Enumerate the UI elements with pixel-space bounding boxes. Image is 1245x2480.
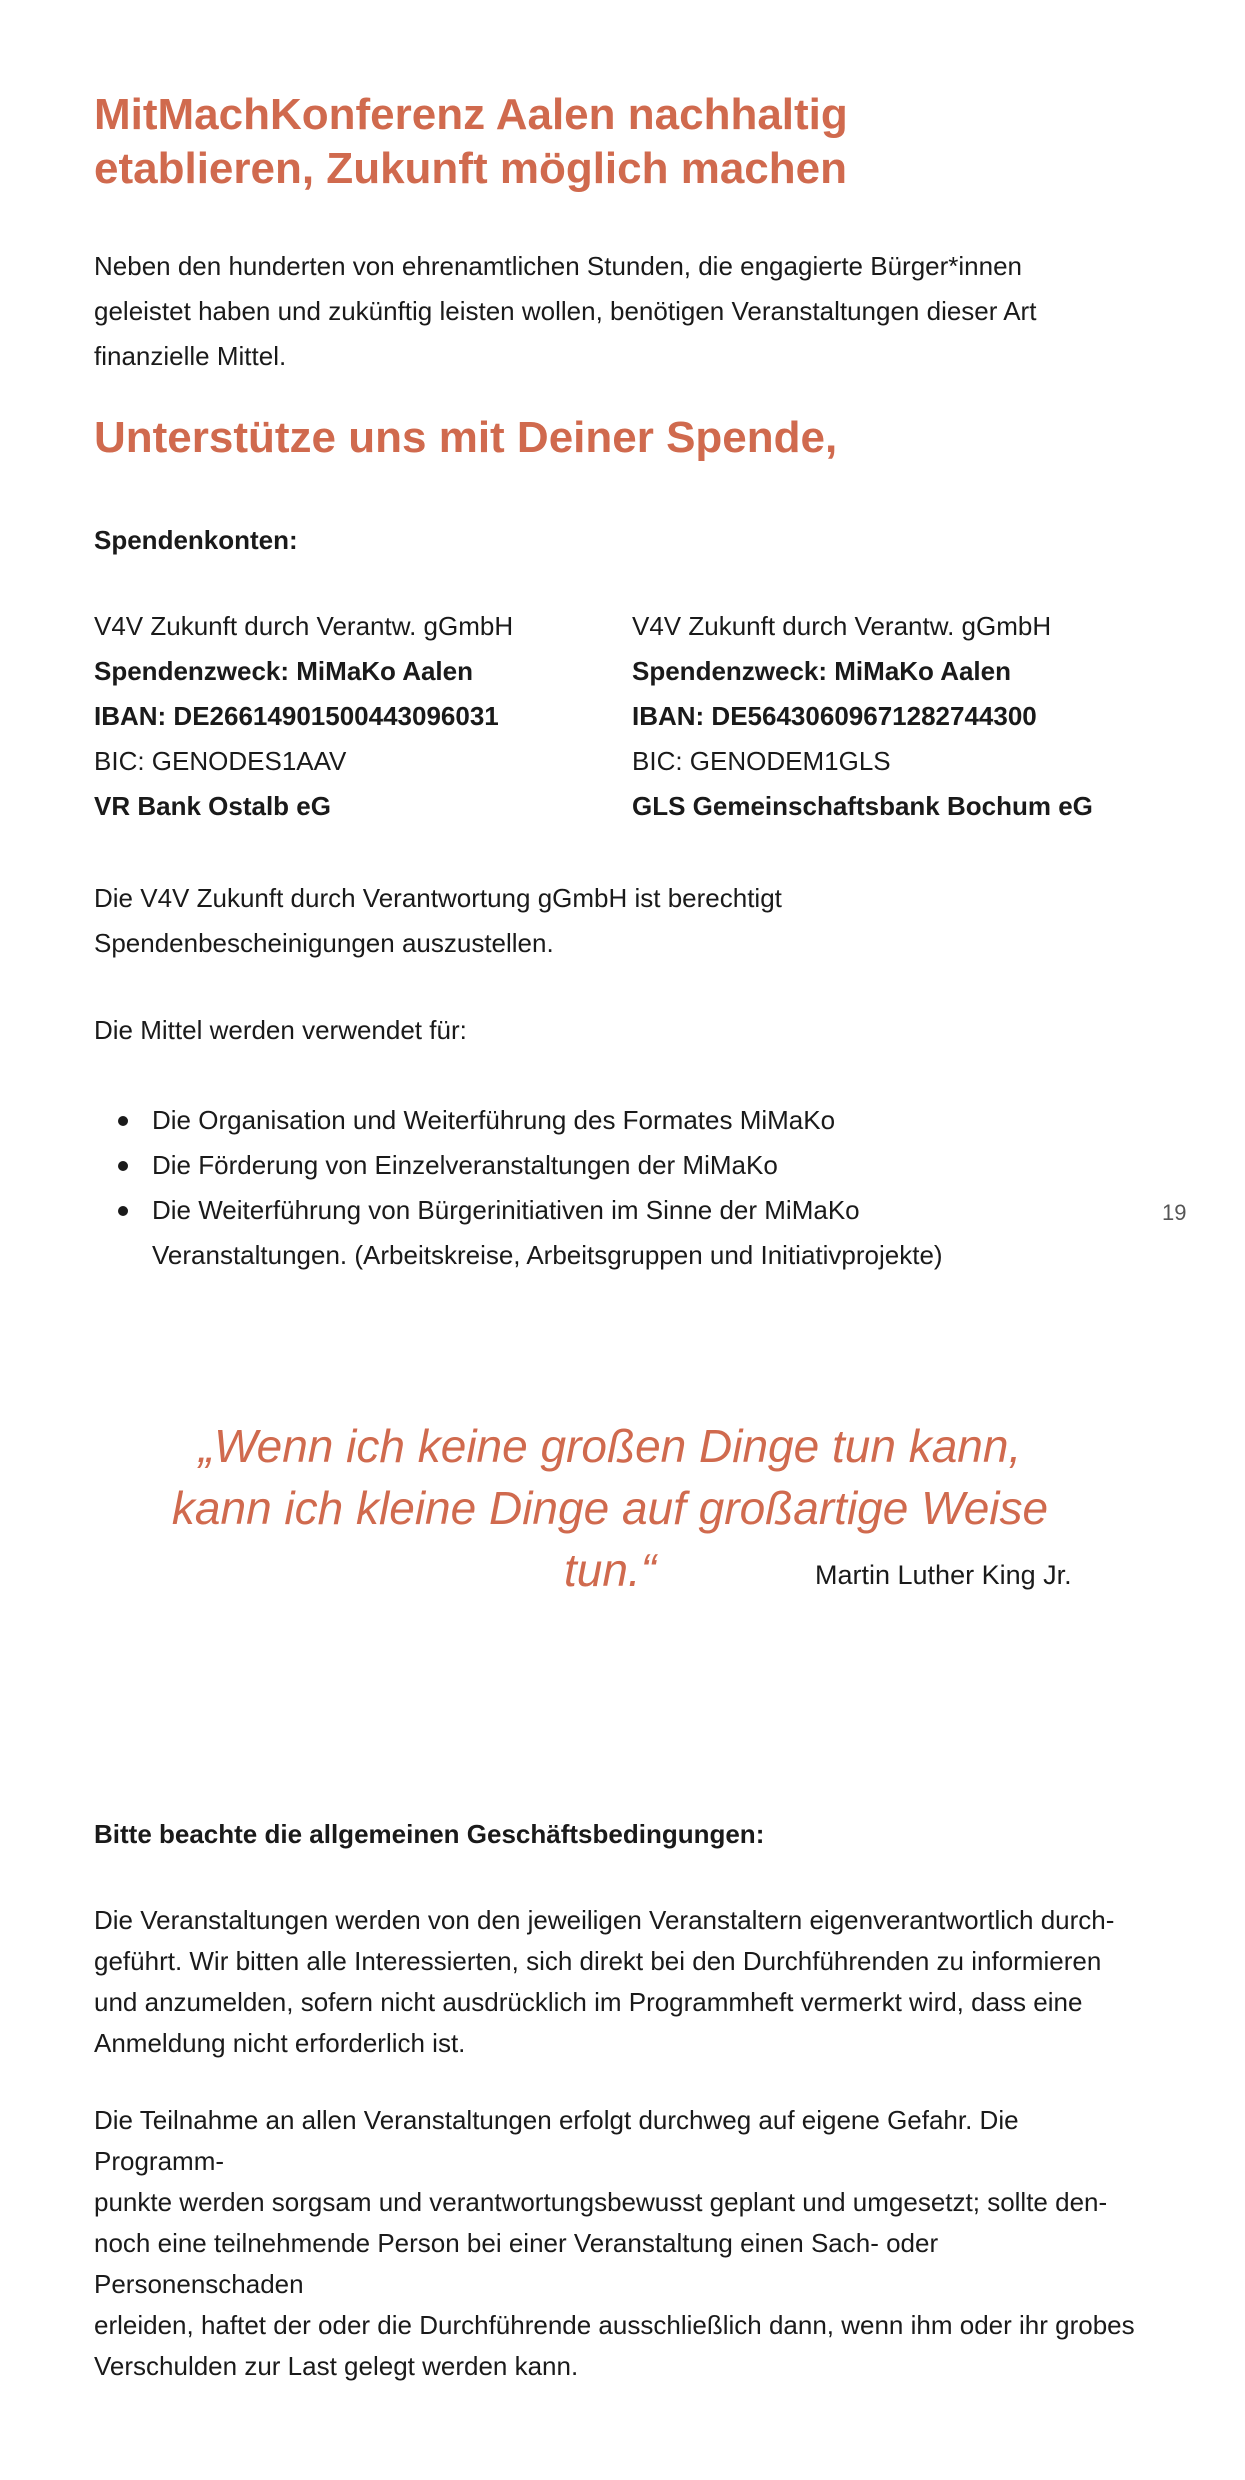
account-bic: BIC: GENODES1AAV [94,746,347,776]
bullet-icon [118,1161,128,1171]
list-item [94,1098,1134,1143]
page-title-line: MitMachKonferenz Aalen nachhaltig [94,90,848,139]
terms-line: erleiden, haftet der oder die Durchführende ausschließlich dann, wenn ihm oder ihr grobes [94,2310,1135,2340]
terms-line: Die Teilnahme an allen Veranstaltungen erfolgt durchweg auf eigene Gefahr. Die Programm- [94,2105,1019,2176]
terms-line: und anzumelden, sofern nicht ausdrücklich im Programmheft vermerkt wird, dass eine [94,1987,1083,2017]
page-title [94,88,994,196]
accounts-label: Spendenkonten: [94,525,298,555]
page-number: 19 [1162,1200,1187,1225]
quote-line: kann ich kleine Dinge auf großartige Weise tun.“ [171,1482,1049,1596]
list-item-text: Die Förderung von Einzelveranstaltungen der MiMaKo [152,1150,778,1180]
receipt-line: Spendenbescheinigungen auszustellen. [94,928,554,958]
terms-line: noch eine teilnehmende Person bei einer Veranstaltung einen Sach- oder Personenschaden [94,2228,939,2299]
receipt-line: Die V4V Zukunft durch Verantwortung gGmbH ist berechtigt [94,883,782,913]
account-recipient: V4V Zukunft durch Verantw. gGmbH [632,611,1052,641]
terms-heading: Bitte beachte die allgemeinen Geschäftsbedingungen: [94,1819,765,1849]
account-purpose: Spendenzweck: MiMaKo Aalen [632,656,1011,686]
list-item [94,1188,1134,1278]
account-bank: VR Bank Ostalb eG [94,791,331,821]
account-bic: BIC: GENODEM1GLS [632,746,891,776]
terms-line: Verschulden zur Last gelegt werden kann. [94,2351,579,2381]
terms-paragraph-2 [94,2100,1154,2387]
terms-line: geführt. Wir bitten alle Interessierten, sich direkt bei den Durchführenden zu informieren [94,1946,1102,1976]
page-title-line: etablieren, Zukunft möglich machen [94,144,848,193]
terms-line: Die Veranstaltungen werden von den jeweiligen Veranstaltern eigenverantwortlich durch- [94,1905,1115,1935]
account-recipient: V4V Zukunft durch Verantw. gGmbH [94,611,514,641]
uses-list [94,1098,1134,1278]
list-item-text: Veranstaltungen. (Arbeitskreise, Arbeitsgruppen und Initiativprojekte) [152,1240,943,1270]
donation-heading: Unterstütze uns mit Deiner Spende, [94,413,838,462]
terms-line: Anmeldung nicht erforderlich ist. [94,2028,466,2058]
account-gls-bank [632,604,1093,829]
intro-line: geleistet haben und zukünftig leisten wollen, benötigen Veranstaltungen dieser Art [94,296,1037,326]
list-item [94,1143,1134,1188]
intro-line: finanzielle Mittel. [94,341,287,371]
uses-label: Die Mittel werden verwendet für: [94,1015,467,1045]
account-bank: GLS Gemeinschaftsbank Bochum eG [632,791,1093,821]
bullet-icon [118,1116,128,1126]
account-purpose: Spendenzweck: MiMaKo Aalen [94,656,473,686]
quote-line: „Wenn ich keine großen Dinge tun kann, [198,1420,1022,1472]
list-item-text: Die Weiterführung von Bürgerinitiativen im Sinne der MiMaKo [152,1195,860,1225]
account-vr-bank [94,604,513,829]
account-iban: IBAN: DE26614901500443096031 [94,701,499,731]
intro-paragraph [94,244,1154,379]
quote-author: Martin Luther King Jr. [815,1560,1072,1590]
bullet-icon [118,1206,128,1216]
receipt-note [94,876,782,966]
intro-line: Neben den hunderten von ehrenamtlichen Stunden, die engagierte Bürger*innen [94,251,1023,281]
terms-paragraph-1 [94,1900,1154,2064]
terms-line: punkte werden sorgsam und verantwortungsbewusst geplant und umgesetzt; sollte den- [94,2187,1108,2217]
account-iban: IBAN: DE56430609671282744300 [632,701,1037,731]
list-item-text: Die Organisation und Weiterführung des Formates MiMaKo [152,1105,836,1135]
